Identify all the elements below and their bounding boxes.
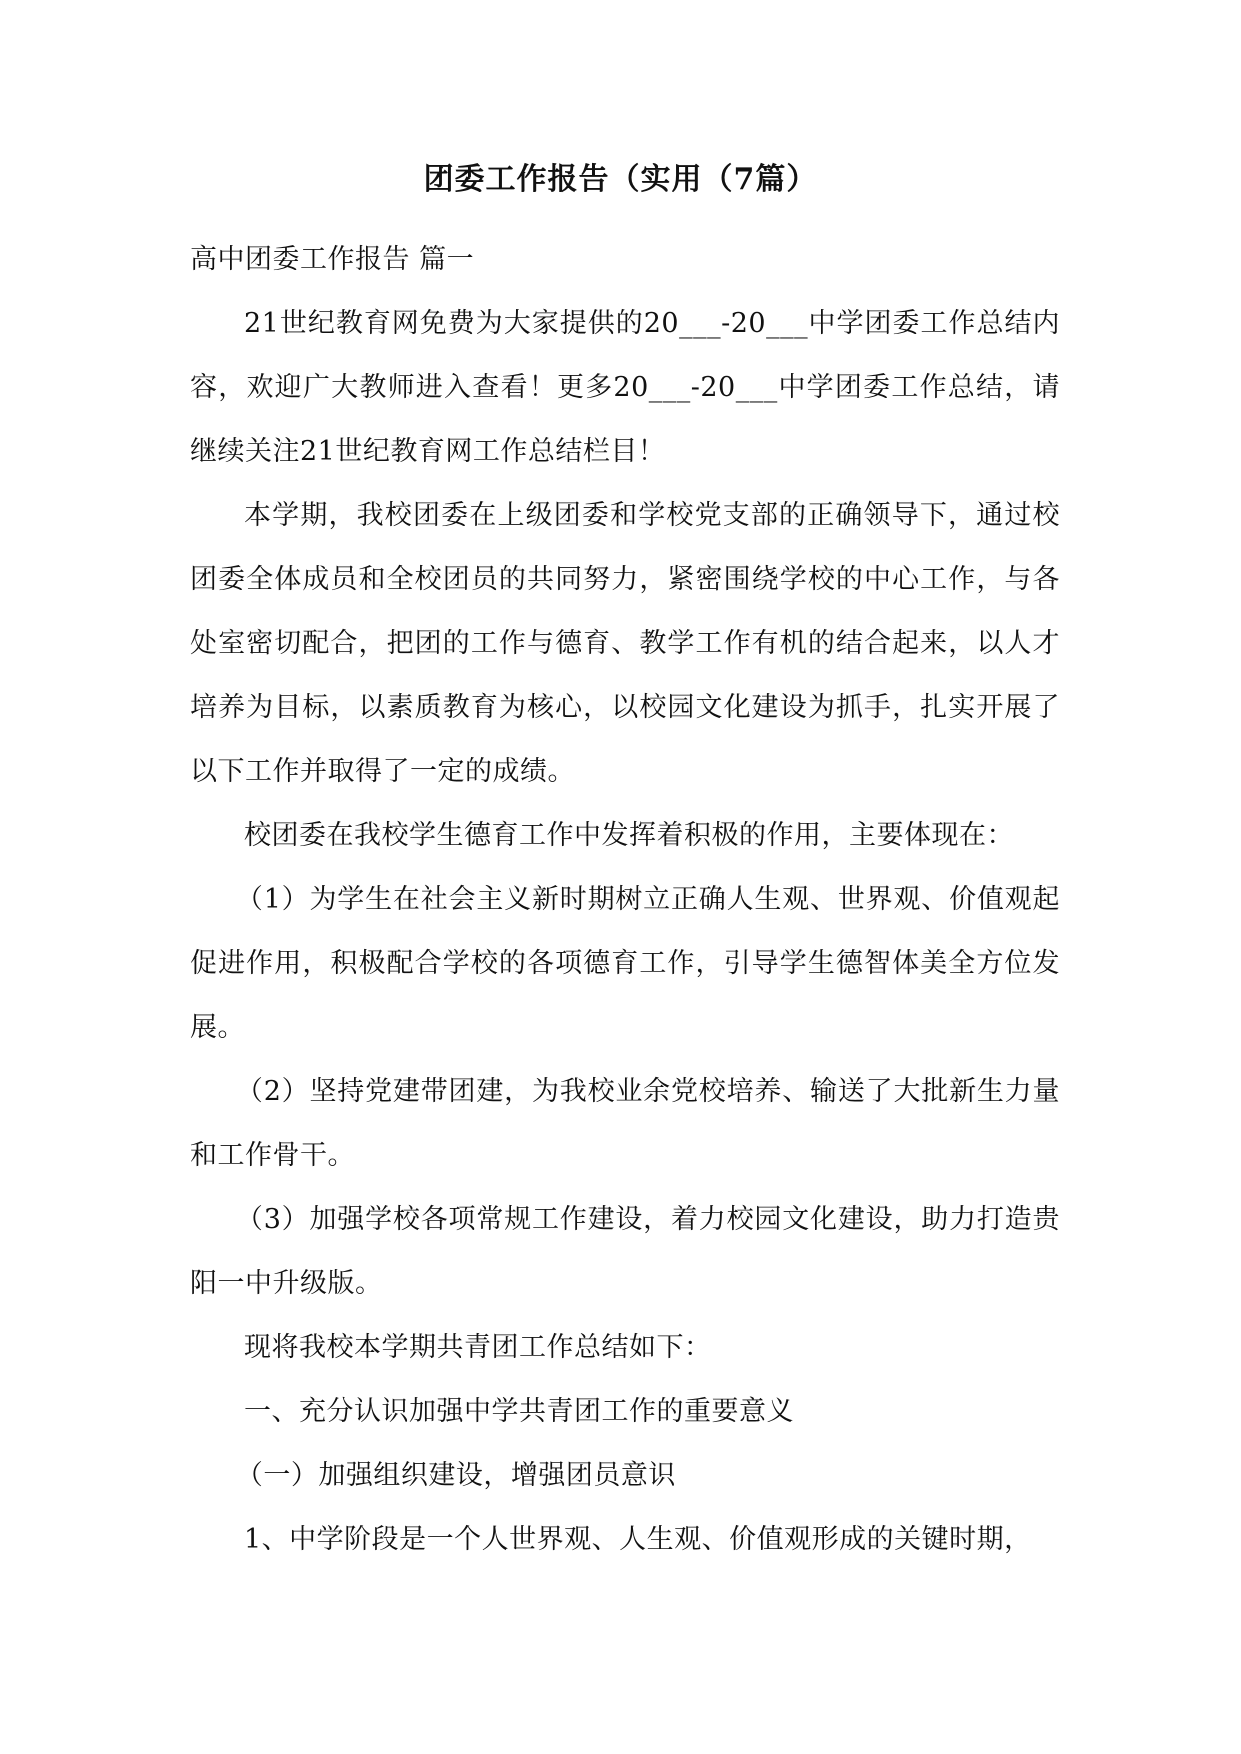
heading-level-2: （一）加强组织建设，增强团员意识	[235, 1460, 676, 1491]
paragraph-semester-summary: 本学期，我校团委在上级团委和学校党支部的正确领导下，通过校团委全体成员和全校团员的共同努力，紧密围绕学校的中心工作，与各处室密切配合，把团的工作与德育、教学工作有机的结合起来，以人才培养为目标，以素质教育为核心，以校园文化建设为抓手，扎实开展了以下工作并取得了一定的成绩。	[190, 500, 1060, 787]
list-item-2: （2）坚持党建带团建，为我校业余党校培养、输送了大批新生力量和工作骨干。	[190, 1076, 1060, 1171]
list-item-1: （1）为学生在社会主义新时期树立正确人生观、世界观、价值观起促进作用，积极配合学校的各项德育工作，引导学生德智体美全方位发展。	[190, 884, 1060, 1043]
paragraph-summary-lead: 现将我校本学期共青团工作总结如下：	[244, 1332, 712, 1363]
paragraph-point-1: 1、中学阶段是一个人世界观、人生观、价值观形成的关键时期，	[244, 1524, 1032, 1555]
paragraph-role: 校团委在我校学生德育工作中发挥着积极的作用，主要体现在：	[244, 820, 1014, 851]
document-title: 团委工作报告（实用（7篇）	[423, 162, 818, 197]
heading-level-1: 一、充分认识加强中学共青团工作的重要意义	[244, 1396, 794, 1427]
document-body	[190, 228, 1060, 1572]
section-heading: 高中团委工作报告 篇一	[190, 244, 475, 275]
list-item-3: （3）加强学校各项常规工作建设，着力校园文化建设，助力打造贵阳一中升级版。	[190, 1204, 1060, 1299]
paragraph-intro: 21世纪教育网免费为大家提供的20___-20___中学团委工作总结内容，欢迎广大教师进入查看！更多20___-20___中学团委工作总结，请继续关注21世纪教育网工作总结栏目！	[190, 308, 1060, 467]
